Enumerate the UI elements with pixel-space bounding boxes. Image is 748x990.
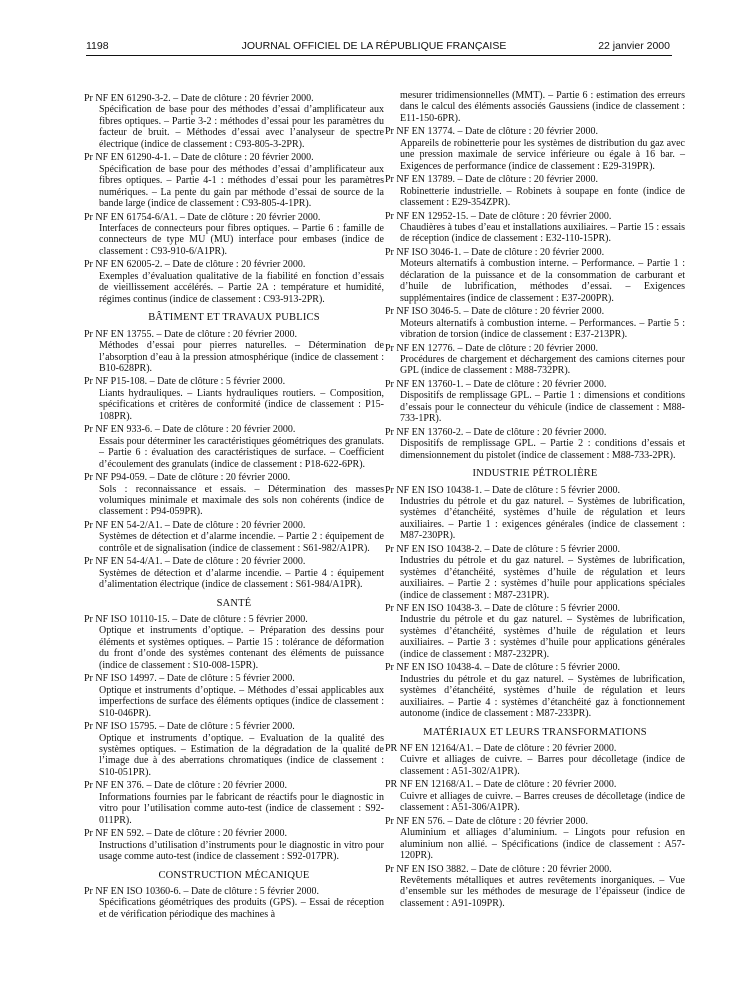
header-rule [86, 55, 672, 56]
entry-reference: Pr NF EN 54-2/A1. – Date de clôture : 20 février 2000. [84, 519, 306, 531]
standard-entry [385, 779, 685, 813]
entry-reference: Pr NF ISO 3046-1. – Date de clôture : 20 février 2000. [385, 246, 605, 258]
entry-reference: Pr NF EN 61290-3-2. – Date de clôture : 20 février 2000. [84, 93, 314, 104]
standard-entry [385, 343, 685, 377]
entry-description: Industrie du pétrole et du gaz naturel. – Systèmes de lubrification, systèmes d’étanchéité, systèmes d’huile de régulation et leurs auxiliaires. – Partie 3 : systèmes d’huile pour applications générales (indice de classement : M87-232PR). [400, 614, 685, 660]
issue-date: 22 janvier 2000 [598, 40, 670, 52]
standard-entry [84, 259, 384, 305]
standard-entry [84, 472, 384, 518]
entry-description: Exemples d’évaluation qualitative de la fiabilité en fonction d’essais de vieillissement accélérés. – Partie 2A : température et humidité, régimes continus (indice de classement : C93-913-2PR). [99, 270, 384, 305]
entry-reference: Pr NF EN 61290-4-1. – Date de clôture : 20 février 2000. [84, 152, 314, 164]
continued-text: mesurer tridimensionnelles (MMT). – Partie 6 : estimation des erreurs dans le calcul des éléments associés Gaussiens (indice de classement : E11-150-6PR). [400, 90, 685, 124]
entry-reference: Pr NF EN ISO 10360-6. – Date de clôture : 5 février 2000. [84, 886, 319, 897]
right-column [385, 90, 685, 911]
entry-description: Dispositifs de remplissage GPL. – Partie 1 : dimensions et conditions d’essais pour le connecteur du véhicule (indice de classement : M88-733-1PR). [400, 390, 685, 425]
entry-description: Informations fournies par le fabricant de réactifs pour le diagnostic in vitro pour l’utilisation comme auto-test (indice de classement : S92-011PR). [99, 791, 384, 826]
entry-description: Revêtements métalliques et autres revêtements inorganiques. – Vue d’ensemble sur les méthodes de mesurage de l’épaisseur (indice de classement : A91-109PR). [400, 875, 685, 909]
entry-reference: Pr NF EN ISO 10438-2. – Date de clôture : 5 février 2000. [385, 543, 620, 555]
entry-description: Optique et instruments d’optique. – Méthodes d’essai applicables aux imperfections de surface des éléments optiques (indice de classement : S10-046PR). [99, 684, 384, 719]
section-heading: MATÉRIAUX ET LEURS TRANSFORMATIONS [423, 726, 647, 738]
standard-entry [385, 379, 685, 425]
left-column [84, 93, 384, 922]
standard-entry [84, 520, 384, 554]
entry-reference: Pr NF ISO 14997. – Date de clôture : 5 février 2000. [84, 673, 295, 685]
standard-entry [84, 673, 384, 719]
standard-entry [385, 603, 685, 660]
standard-entry [385, 306, 685, 340]
standard-entry [84, 556, 384, 590]
entry-reference: Pr NF EN 13760-2. – Date de clôture : 20 février 2000. [385, 426, 607, 438]
journal-title: JOURNAL OFFICIEL DE LA RÉPUBLIQUE FRANÇAISE [241, 40, 507, 52]
entry-description: Systèmes de détection et d’alarme incendie. – Partie 4 : équipement d’alimentation électrique (indice de classement : S61-984/A1PR). [99, 567, 384, 591]
entry-reference: Pr NF ISO 3046-5. – Date de clôture : 20 février 2000. [385, 306, 605, 318]
entry-description: Moteurs alternatifs à combustion interne. – Performance. – Partie 1 : déclaration de la puissance et de la consommation de carburant et d’huile de lubrification, méthodes d’essai. – Exigences supplémentaires (indice de classement : E37-200PR). [400, 258, 685, 304]
entry-reference: Pr NF EN 576. – Date de clôture : 20 février 2000. [385, 815, 589, 827]
standard-entry [84, 329, 384, 375]
entry-reference: Pr NF EN 933-6. – Date de clôture : 20 février 2000. [84, 424, 296, 436]
entry-description: Industries du pétrole et du gaz naturel. – Systèmes de lubrification, systèmes d’étanchéité, systèmes d’huile de régulation et leurs auxiliaires. – Partie 1 : exigences générales (indice de classement : M87-230PR). [400, 495, 685, 542]
section-heading: CONSTRUCTION MÉCANIQUE [158, 869, 310, 881]
standard-entry [385, 662, 685, 719]
entry-description: Essais pour déterminer les caractéristiques géométriques des granulats. – Partie 6 : évaluation des caractéristiques de surface. – Coefficient d’écoulement des granulats (indice de classement : P18-622-6PR). [99, 435, 384, 470]
standard-entry [385, 174, 685, 208]
section-heading: BÂTIMENT ET TRAVAUX PUBLICS [148, 312, 320, 324]
entry-reference: Pr NF EN 12952-15. – Date de clôture : 20 février 2000. [385, 210, 612, 222]
entry-description: Optique et instruments d’optique. – Préparation des dessins pour éléments et systèmes optiques. – Partie 15 : tolérance de déformation du front d’onde des systèmes contenant des éléments de puissance (indice de classement : S10-008-15PR). [99, 625, 384, 671]
entry-description: Spécification de base pour des méthodes d’essai d’amplificateur aux fibres optiques. – Partie 4-1 : méthodes d’essai pour les paramètres numériques. – La pente du gain par méthode d’essai de source de la bande large (indice de classement : C93-805-4-1PR). [99, 163, 384, 210]
entry-reference: Pr NF EN 12776. – Date de clôture : 20 février 2000. [385, 342, 599, 354]
entry-reference: Pr NF EN ISO 10438-1. – Date de clôture : 5 février 2000. [385, 484, 620, 496]
entry-description: Appareils de robinetterie pour les systèmes de distribution du gaz avec une pression maximale de service inférieure ou égale à 16 bar. – Exigences de performance (indice de classement : E29-319PR). [400, 137, 685, 172]
entry-reference: Pr NF EN 592. – Date de clôture : 20 février 2000. [84, 828, 288, 840]
entry-description: Procédures de chargement et déchargement des camions citernes pour GPL (indice de classement : M88-732PR). [400, 353, 685, 377]
standard-entry [385, 427, 685, 461]
entry-description: Optique et instruments d’optique. – Evaluation de la qualité des systèmes optiques. – Estimation de la dégradation de la qualité de l’image due à des aberrations chromatiques (indice de classement : S10-051PR). [99, 732, 384, 778]
standard-entry [84, 721, 384, 778]
standard-entry [385, 247, 685, 304]
standard-entry [385, 211, 685, 245]
entry-reference: Pr NF EN ISO 3882. – Date de clôture : 20 février 2000. [385, 863, 612, 875]
entry-description: Chaudières à tubes d’eau et installations auxiliaires. – Partie 15 : essais de réception (indice de classement : E32-110-15PR). [400, 221, 685, 245]
standard-entry [385, 544, 685, 601]
standard-entry [84, 93, 384, 150]
entry-description: Dispositifs de remplissage GPL. – Partie 2 : conditions d’essais et dimensionnement du pistolet (indice de classement : M88-733-2PR). [400, 438, 685, 461]
standard-entry [385, 743, 685, 777]
entry-description: Sols : reconnaissance et essais. – Détermination des masses volumiques minimale et maximale des sols non cohérents (indice de classement : P94-059PR). [99, 483, 384, 518]
entry-reference: Pr NF EN 13755. – Date de clôture : 20 février 2000. [84, 328, 298, 340]
entry-reference: Pr NF EN 13774. – Date de clôture : 20 février 2000. [385, 126, 599, 138]
entry-reference: PR NF EN 12164/A1. – Date de clôture : 20 février 2000. [385, 743, 617, 755]
entry-description: Moteurs alternatifs à combustion interne. – Performances. – Partie 5 : vibration de torsion (indice de classement : E37-213PR). [400, 317, 685, 341]
entry-reference: Pr NF EN 376. – Date de clôture : 20 février 2000. [84, 780, 288, 792]
entry-description: Systèmes de détection et d’alarme incendie. – Partie 2 : équipement de contrôle et de signalisation (indice de classement : S61-982/A1PR). [99, 531, 384, 554]
entry-description: Instructions d’utilisation d’instruments pour le diagnostic in vitro pour usage comme auto-test (indice de classement : S92-017PR). [99, 839, 384, 863]
standard-entry [84, 828, 384, 862]
entry-reference: Pr NF EN 61754-6/A1. – Date de clôture : 20 février 2000. [84, 211, 321, 223]
section-heading: SANTÉ [216, 597, 252, 609]
page-number: 1198 [86, 40, 109, 52]
entry-description: Méthodes d’essai pour pierres naturelles. – Détermination de l’absorption d’eau à la pression atmosphérique (indice de classement : B10-628PR). [99, 340, 384, 374]
entry-reference: Pr NF EN 13760-1. – Date de clôture : 20 février 2000. [385, 378, 607, 390]
standard-entry [84, 424, 384, 470]
entry-reference: Pr NF P94-059. – Date de clôture : 20 février 2000. [84, 472, 291, 484]
entry-reference: Pr NF EN ISO 10438-4. – Date de clôture : 5 février 2000. [385, 662, 620, 674]
entry-description: Industries du pétrole et du gaz naturel. – Systèmes de lubrification, systèmes d’étanchéité, systèmes d’huile de régulation et leurs auxiliaires. – Partie 4 : systèmes d’étanchéité gaz à fonctionnement autonome (indice de classement : M87-233PR). [400, 673, 685, 720]
entry-reference: PR NF EN 12168/A1. – Date de clôture : 20 février 2000. [385, 779, 617, 791]
entry-reference: Pr NF EN ISO 10438-3. – Date de clôture : 5 février 2000. [385, 603, 620, 615]
entry-description: Aluminium et alliages d’aluminium. – Lingots pour refusion en aluminium non allié. – Spécifications (indice de classement : A57-120PR). [400, 827, 685, 862]
entry-description: Interfaces de connecteurs pour fibres optiques. – Partie 6 : famille de connecteurs de type MU (MU) interface pour embases (indice de classement : C93-910-6/A1PR). [99, 222, 384, 257]
standard-entry [84, 780, 384, 826]
standard-entry [84, 614, 384, 671]
entry-description: Industries du pétrole et du gaz naturel. – Systèmes de lubrification, systèmes d’étanchéité, systèmes d’huile de régulation et leurs auxiliaires. – Partie 2 : systèmes d’huile pour applications spéciales (indice de classement : M87-231PR). [400, 555, 685, 601]
entry-reference: Pr NF EN 13789. – Date de clôture : 20 février 2000. [385, 174, 599, 186]
standard-entry [84, 152, 384, 209]
standard-entry [385, 485, 685, 542]
entry-reference: Pr NF ISO 10110-15. – Date de clôture : 5 février 2000. [84, 614, 308, 626]
entry-reference: Pr NF EN 62005-2. – Date de clôture : 20 février 2000. [84, 259, 306, 271]
entry-description: Cuivre et alliages de cuivre. – Barres creuses de décolletage (indice de classement : A51-306/A1PR). [400, 790, 685, 814]
standard-entry [84, 376, 384, 422]
entry-description: Cuivre et alliages de cuivre. – Barres pour décolletage (indice de classement : A51-302/A1PR). [400, 754, 685, 777]
standard-entry [385, 864, 685, 910]
standard-entry [385, 126, 685, 172]
entry-description: Liants hydrauliques. – Liants hydrauliques routiers. – Composition, spécifications et critères de conformité (indice de classement : P15-108PR). [99, 387, 384, 422]
entry-reference: Pr NF ISO 15795. – Date de clôture : 5 février 2000. [84, 721, 295, 733]
standard-entry [84, 886, 384, 920]
entry-description: Spécifications géométriques des produits (GPS). – Essai de réception et de vérification périodique des machines à [99, 897, 384, 920]
entry-reference: Pr NF P15-108. – Date de clôture : 5 février 2000. [84, 376, 286, 388]
standard-entry [385, 816, 685, 862]
entry-description: Spécification de base pour des méthodes d’essai d’amplificateur aux fibres optiques. – Partie 3-2 : méthodes d’essai pour les paramètres du facteur de bruit. – Méthodes d’essai avec l’analyseur de spectre électrique (indice de classement : C93-805-3-2PR). [99, 104, 384, 150]
standard-entry [84, 212, 384, 258]
entry-reference: Pr NF EN 54-4/A1. – Date de clôture : 20 février 2000. [84, 556, 306, 568]
entry-description: Robinetterie industrielle. – Robinets à soupape en fonte (indice de classement : E29-354ZPR). [400, 185, 685, 209]
section-heading: INDUSTRIE PÉTROLIÈRE [472, 468, 598, 480]
